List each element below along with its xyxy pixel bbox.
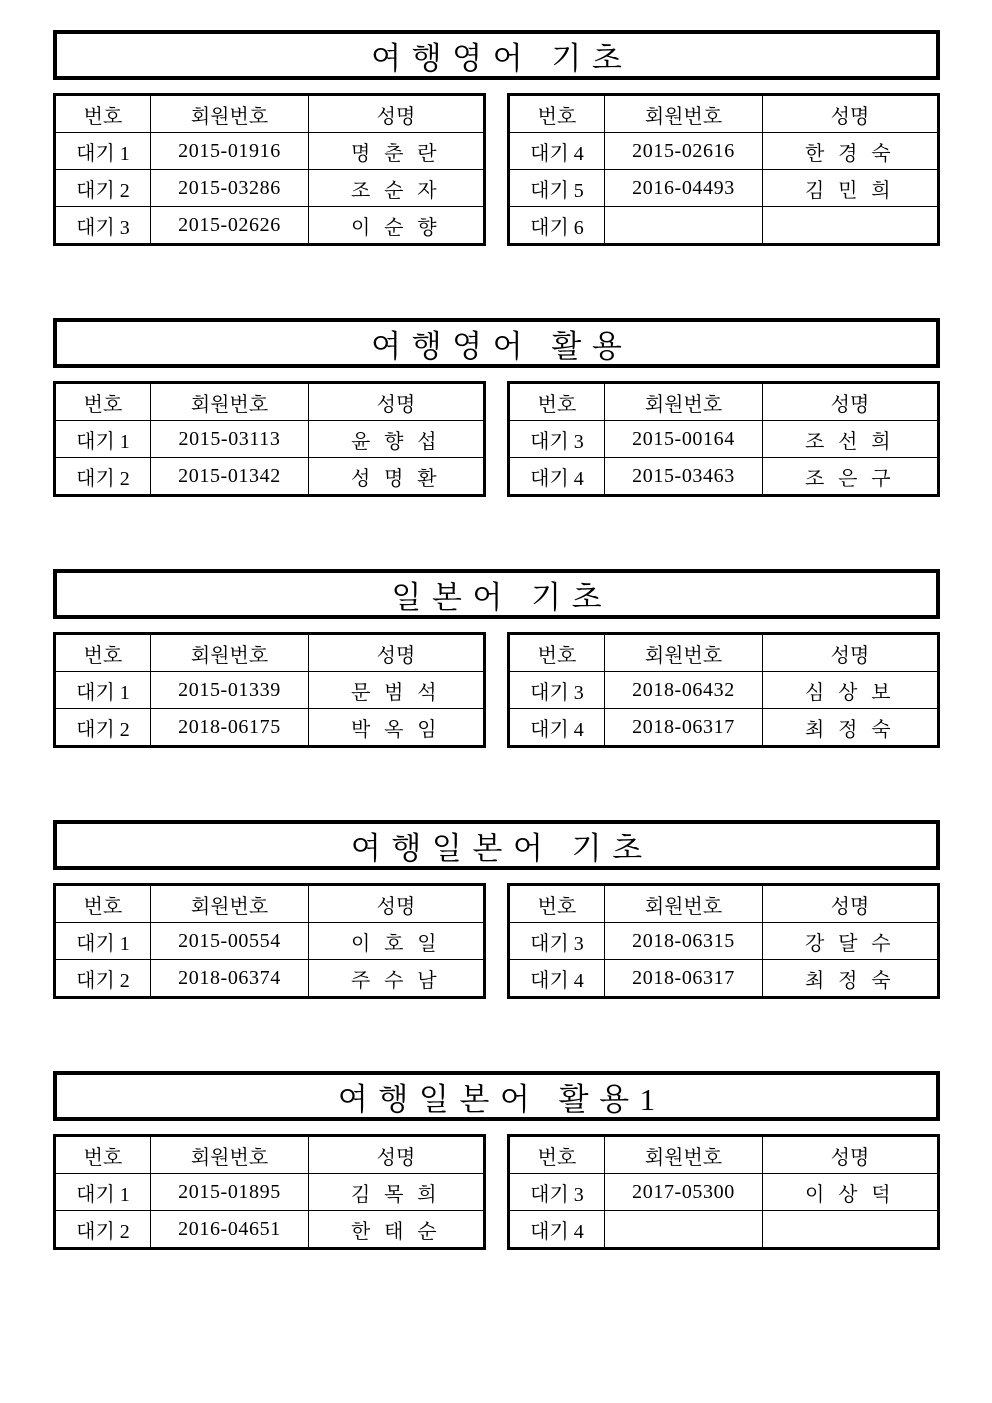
waitlist-table-left — [53, 93, 486, 246]
cell-name: 윤 향 섭 — [309, 421, 485, 458]
table-row — [55, 1174, 485, 1211]
sections-container — [53, 30, 942, 1250]
cell-name: 한 태 순 — [309, 1211, 485, 1249]
cell-name: 박 옥 임 — [309, 709, 485, 747]
cell-no: 대기 4 — [509, 709, 605, 747]
column-header-no: 번호 — [55, 383, 151, 421]
column-header-member-id: 회원번호 — [605, 634, 763, 672]
tables-row — [53, 93, 942, 246]
cell-name: 한 경 숙 — [763, 133, 939, 170]
course-title: 여행일본어 활용1 — [337, 1081, 666, 1117]
table-row — [55, 960, 485, 998]
table-row — [55, 923, 485, 960]
table-row — [509, 1211, 939, 1249]
table-header-row — [55, 383, 485, 421]
table-row — [509, 923, 939, 960]
cell-member-id — [605, 207, 763, 245]
waitlist-table-right — [507, 381, 940, 497]
waitlist-table-right — [507, 883, 940, 999]
column-header-no: 번호 — [509, 634, 605, 672]
cell-member-id: 2018-06317 — [605, 960, 763, 998]
column-header-name: 성명 — [309, 95, 485, 133]
table-header-row — [509, 885, 939, 923]
table-row — [55, 133, 485, 170]
cell-member-id: 2015-01339 — [151, 672, 309, 709]
cell-name: 조 은 구 — [763, 458, 939, 496]
cell-no: 대기 3 — [509, 672, 605, 709]
cell-member-id: 2015-00554 — [151, 923, 309, 960]
table-row — [509, 1174, 939, 1211]
column-header-name: 성명 — [309, 634, 485, 672]
table-header-row — [509, 634, 939, 672]
waitlist-table-left — [53, 632, 486, 748]
cell-name: 강 달 수 — [763, 923, 939, 960]
cell-member-id: 2015-02626 — [151, 207, 309, 245]
waitlist-table-right — [507, 1134, 940, 1250]
course-title: 여행영어 활용 — [371, 328, 633, 364]
tables-row — [53, 883, 942, 999]
table-header-row — [55, 634, 485, 672]
course-title-box — [53, 820, 940, 870]
column-header-no: 번호 — [55, 95, 151, 133]
course-title-box — [53, 30, 940, 80]
table-header-row — [509, 95, 939, 133]
table-header-row — [55, 1136, 485, 1174]
table-header-row — [509, 383, 939, 421]
column-header-name: 성명 — [763, 885, 939, 923]
column-header-no: 번호 — [509, 383, 605, 421]
waitlist-table-left — [53, 1134, 486, 1250]
cell-name: 성 명 환 — [309, 458, 485, 496]
cell-name: 최 정 숙 — [763, 709, 939, 747]
cell-name: 김 목 희 — [309, 1174, 485, 1211]
cell-no: 대기 2 — [55, 1211, 151, 1249]
waitlist-table-left — [53, 883, 486, 999]
column-header-member-id: 회원번호 — [151, 885, 309, 923]
table-row — [509, 133, 939, 170]
cell-no: 대기 2 — [55, 170, 151, 207]
tables-row — [53, 632, 942, 748]
column-header-name: 성명 — [763, 383, 939, 421]
table-row — [509, 170, 939, 207]
cell-no: 대기 4 — [509, 133, 605, 170]
cell-member-id: 2016-04493 — [605, 170, 763, 207]
cell-no: 대기 4 — [509, 1211, 605, 1249]
cell-member-id: 2015-01342 — [151, 458, 309, 496]
table-row — [55, 421, 485, 458]
course-title-box — [53, 1071, 940, 1121]
cell-name: 이 순 향 — [309, 207, 485, 245]
table-row — [509, 207, 939, 245]
table-row — [509, 672, 939, 709]
course-title: 여행영어 기초 — [371, 40, 633, 76]
course-section — [53, 569, 942, 748]
table-row — [55, 672, 485, 709]
cell-no: 대기 2 — [55, 960, 151, 998]
cell-no: 대기 2 — [55, 458, 151, 496]
cell-no: 대기 3 — [55, 207, 151, 245]
course-title-box — [53, 569, 940, 619]
cell-name: 이 상 덕 — [763, 1174, 939, 1211]
column-header-name: 성명 — [763, 634, 939, 672]
cell-member-id: 2016-04651 — [151, 1211, 309, 1249]
cell-name: 조 선 희 — [763, 421, 939, 458]
column-header-no: 번호 — [509, 95, 605, 133]
course-section — [53, 1071, 942, 1250]
course-section — [53, 318, 942, 497]
cell-member-id: 2015-01895 — [151, 1174, 309, 1211]
table-row — [55, 170, 485, 207]
cell-no: 대기 1 — [55, 1174, 151, 1211]
table-row — [509, 421, 939, 458]
column-header-name: 성명 — [763, 95, 939, 133]
cell-member-id: 2018-06432 — [605, 672, 763, 709]
cell-no: 대기 3 — [509, 421, 605, 458]
tables-row — [53, 381, 942, 497]
cell-name: 명 춘 란 — [309, 133, 485, 170]
column-header-member-id: 회원번호 — [151, 95, 309, 133]
cell-member-id: 2015-03113 — [151, 421, 309, 458]
cell-no: 대기 6 — [509, 207, 605, 245]
cell-name: 주 수 남 — [309, 960, 485, 998]
cell-no: 대기 1 — [55, 923, 151, 960]
cell-name — [763, 207, 939, 245]
cell-member-id: 2018-06317 — [605, 709, 763, 747]
waitlist-table-right — [507, 632, 940, 748]
column-header-member-id: 회원번호 — [605, 1136, 763, 1174]
cell-no: 대기 3 — [509, 1174, 605, 1211]
table-header-row — [55, 95, 485, 133]
column-header-no: 번호 — [55, 634, 151, 672]
course-section — [53, 30, 942, 246]
column-header-member-id: 회원번호 — [605, 383, 763, 421]
tables-row — [53, 1134, 942, 1250]
cell-member-id — [605, 1211, 763, 1249]
cell-name: 심 상 보 — [763, 672, 939, 709]
course-title: 일본어 기초 — [391, 579, 613, 615]
column-header-member-id: 회원번호 — [151, 383, 309, 421]
column-header-name: 성명 — [763, 1136, 939, 1174]
table-row — [509, 458, 939, 496]
column-header-member-id: 회원번호 — [151, 634, 309, 672]
cell-no: 대기 4 — [509, 960, 605, 998]
column-header-no: 번호 — [509, 885, 605, 923]
cell-name: 조 순 자 — [309, 170, 485, 207]
column-header-no: 번호 — [509, 1136, 605, 1174]
cell-name: 문 범 석 — [309, 672, 485, 709]
waitlist-table-right — [507, 93, 940, 246]
cell-no: 대기 3 — [509, 923, 605, 960]
cell-name — [763, 1211, 939, 1249]
course-title: 여행일본어 기초 — [350, 830, 653, 866]
cell-member-id: 2015-00164 — [605, 421, 763, 458]
column-header-no: 번호 — [55, 1136, 151, 1174]
cell-member-id: 2018-06175 — [151, 709, 309, 747]
cell-name: 김 민 희 — [763, 170, 939, 207]
course-section — [53, 820, 942, 999]
table-row — [55, 458, 485, 496]
table-header-row — [509, 1136, 939, 1174]
cell-member-id: 2018-06374 — [151, 960, 309, 998]
cell-member-id: 2015-03463 — [605, 458, 763, 496]
cell-name: 이 호 일 — [309, 923, 485, 960]
column-header-name: 성명 — [309, 885, 485, 923]
cell-name: 최 정 숙 — [763, 960, 939, 998]
table-header-row — [55, 885, 485, 923]
cell-no: 대기 4 — [509, 458, 605, 496]
column-header-member-id: 회원번호 — [151, 1136, 309, 1174]
column-header-member-id: 회원번호 — [605, 95, 763, 133]
cell-no: 대기 5 — [509, 170, 605, 207]
column-header-name: 성명 — [309, 1136, 485, 1174]
cell-member-id: 2015-01916 — [151, 133, 309, 170]
column-header-member-id: 회원번호 — [605, 885, 763, 923]
cell-member-id: 2015-02616 — [605, 133, 763, 170]
table-row — [55, 709, 485, 747]
cell-no: 대기 1 — [55, 421, 151, 458]
table-row — [55, 207, 485, 245]
table-row — [509, 709, 939, 747]
course-title-box — [53, 318, 940, 368]
waitlist-table-left — [53, 381, 486, 497]
table-row — [509, 960, 939, 998]
cell-member-id: 2017-05300 — [605, 1174, 763, 1211]
cell-member-id: 2015-03286 — [151, 170, 309, 207]
table-row — [55, 1211, 485, 1249]
column-header-no: 번호 — [55, 885, 151, 923]
cell-no: 대기 1 — [55, 672, 151, 709]
cell-no: 대기 2 — [55, 709, 151, 747]
cell-member-id: 2018-06315 — [605, 923, 763, 960]
cell-no: 대기 1 — [55, 133, 151, 170]
column-header-name: 성명 — [309, 383, 485, 421]
